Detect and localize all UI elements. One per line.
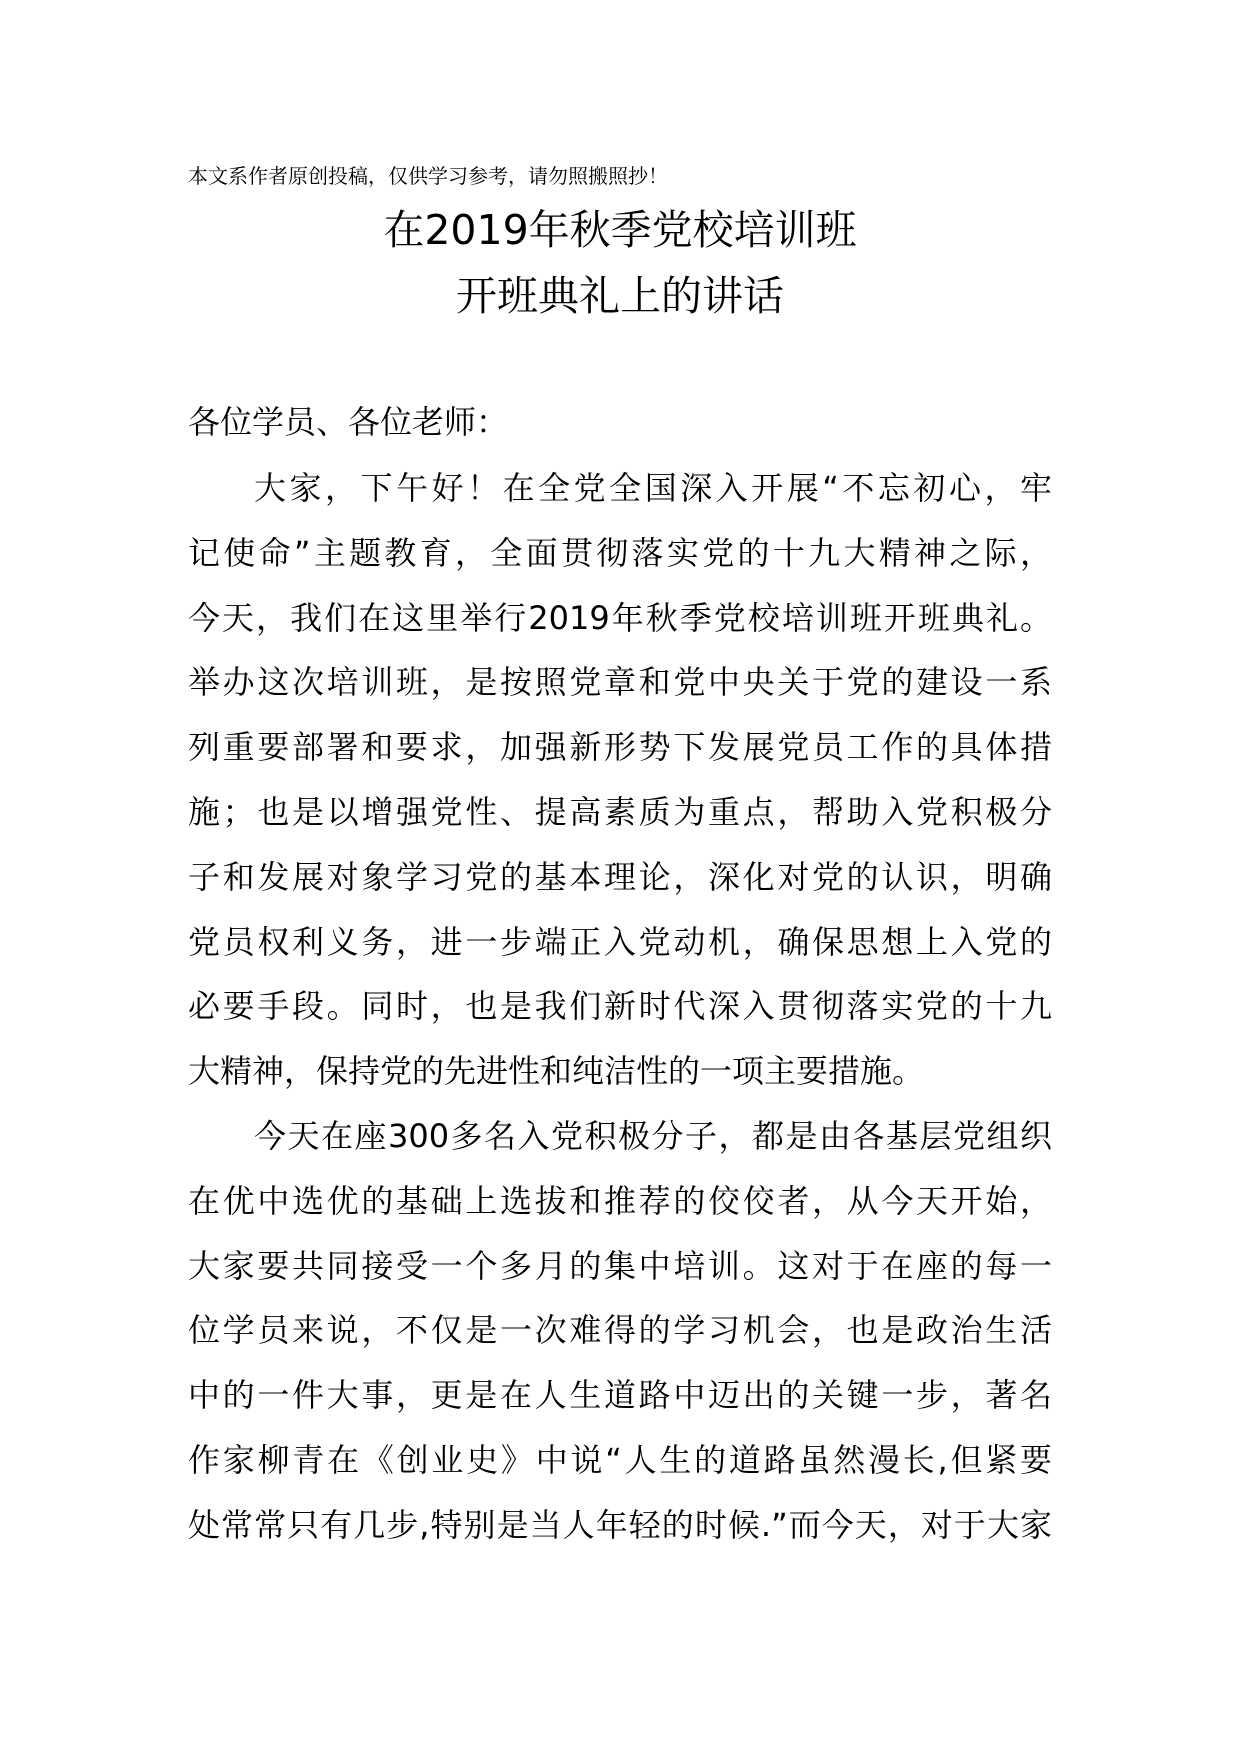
paragraph-1-line: 今天，我们在这里举行2019年秋季党校培训班开班典礼。 — [188, 598, 1052, 637]
paragraph-2-line: 今天在座300多名入党积极分子，都是由各基层党组织 — [254, 1117, 1052, 1155]
paragraph-1-line: 党员权利义务，进一步端正入党动机，确保思想上入党的 — [188, 922, 1052, 961]
paragraph-2-line: 位学员来说，不仅是一次难得的学习机会，也是政治生活 — [188, 1311, 1052, 1350]
paragraph-1-line: 大精神，保持党的先进性和纯洁性的一项主要措施。 — [188, 1052, 925, 1091]
paragraph-1-line: 子和发展对象学习党的基本理论，深化对党的认识，明确 — [188, 857, 1052, 896]
paragraph-2-line: 处常常只有几步,特别是当人年轻的时候.”而今天，对于大家 — [188, 1505, 1052, 1544]
paragraph-1-line: 列重要部署和要求，加强新形势下发展党员工作的具体措 — [188, 728, 1052, 767]
paragraph-1-line: 必要手段。同时，也是我们新时代深入贯彻落实党的十九 — [188, 987, 1052, 1026]
salutation: 各位学员、各位老师： — [188, 403, 509, 441]
paragraph-1-line: 施；也是以增强党性、提高素质为重点，帮助入党积极分 — [188, 793, 1052, 831]
paragraph-2-line: 大家要共同接受一个多月的集中培训。这对于在座的每一 — [188, 1246, 1052, 1285]
paragraph-2-line: 在优中选优的基础上选拔和推荐的佼佼者，从今天开始， — [188, 1181, 1052, 1220]
paragraph-2-line: 作家柳青在《创业史》中说“人生的道路虽然漫长,但紧要 — [188, 1441, 1052, 1479]
title-line-1: 在2019年秋季党校培训班 — [383, 206, 857, 254]
paragraph-1-line: 大家，下午好！在全党全国深入开展“不忘初心，牢 — [254, 469, 1052, 507]
title-line-2: 开班典礼上的讲话 — [456, 272, 784, 320]
paragraph-1-line: 记使命”主题教育，全面贯彻落实党的十九大精神之际， — [188, 533, 1052, 572]
copyright-note: 本文系作者原创投稿，仅供学习参考，请勿照搬照抄！ — [188, 164, 668, 188]
paragraph-1-line: 举办这次培训班，是按照党章和党中央关于党的建设一系 — [188, 663, 1052, 702]
paragraph-2-line: 中的一件大事，更是在人生道路中迈出的关键一步，著名 — [188, 1376, 1052, 1415]
